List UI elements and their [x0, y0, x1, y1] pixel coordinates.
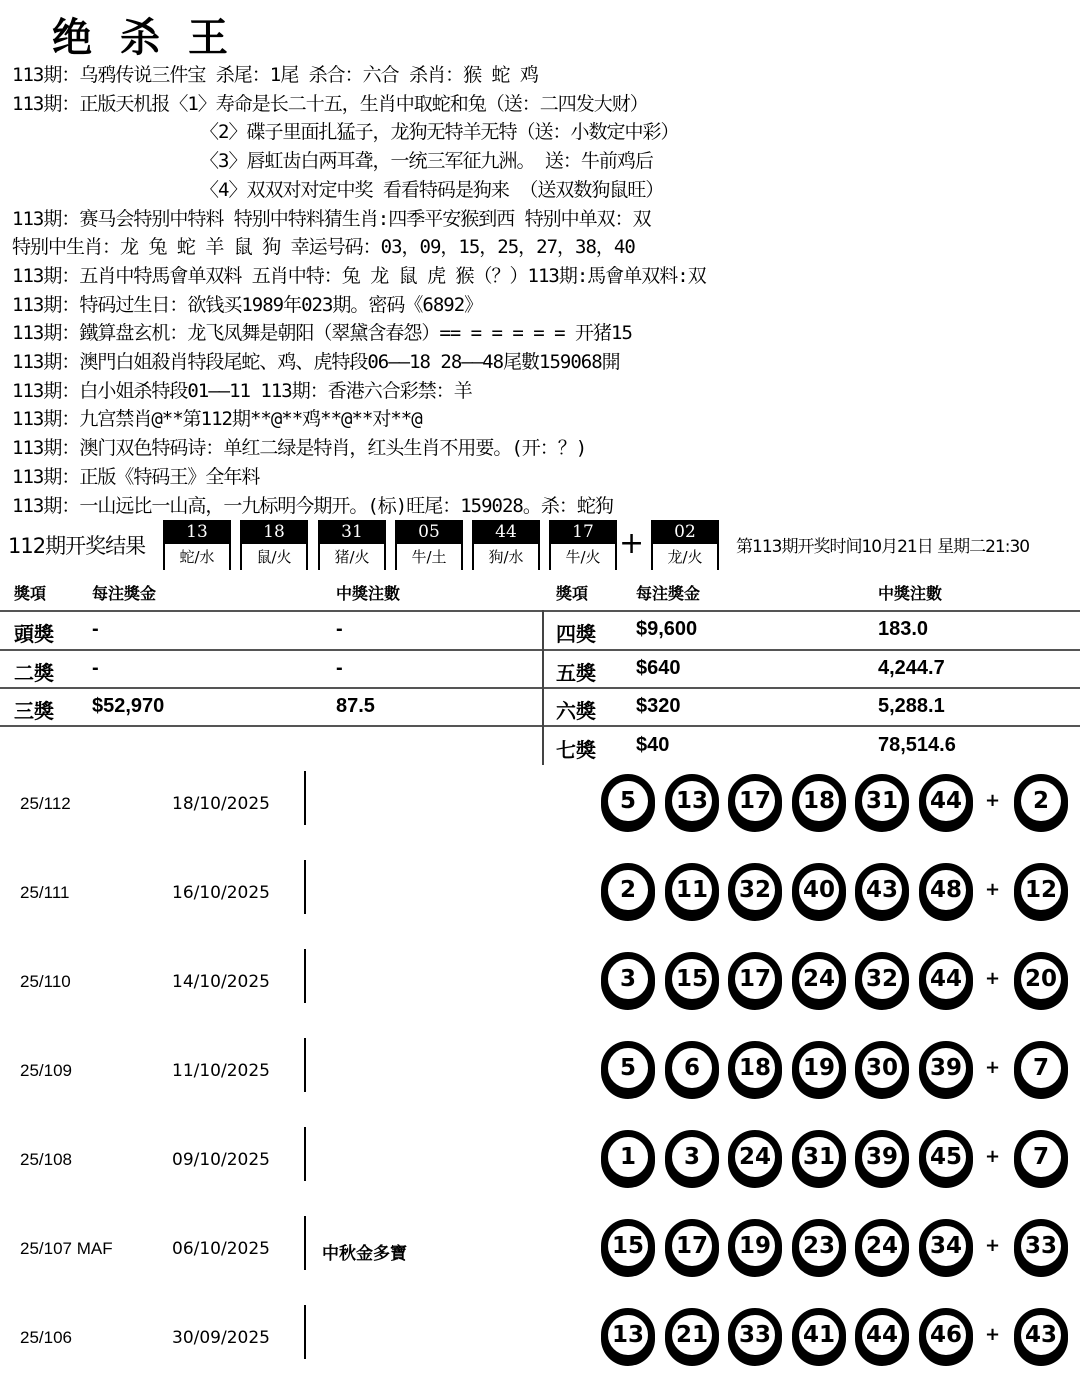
special-number-ball: 20: [1014, 952, 1068, 1006]
text-line: 113期：九宫禁肖@**第112期**@**鸡**@**对**@: [12, 408, 422, 431]
row-divider: [0, 649, 1080, 651]
draw-period: 25/107 MAF: [20, 1239, 113, 1258]
number-ball: 33: [728, 1308, 782, 1362]
plus-sign: +: [985, 1324, 1001, 1345]
table-header: 獎項: [556, 584, 589, 603]
draw-period: 25/110: [20, 972, 71, 991]
table-cell: $9,600: [636, 618, 698, 640]
number-ball: 17: [728, 952, 782, 1006]
special-number-ball: 7: [1014, 1130, 1068, 1184]
result-label: 112期开奖结果: [8, 534, 146, 558]
special-number-ball: 12: [1014, 863, 1068, 917]
plus-sign: +: [985, 790, 1001, 811]
page-title: 绝杀王: [52, 14, 256, 61]
draw-date: 16/10/2025: [172, 883, 270, 903]
number-ball: 19: [728, 1219, 782, 1273]
special-number-ball: 2: [1014, 774, 1068, 828]
draw-period: 25/111: [20, 883, 70, 902]
table-header: 中獎注數: [336, 584, 401, 603]
draw-date: 14/10/2025: [172, 972, 270, 992]
text-line: 113期：鐵算盘玄机：龙飞凤舞是朝阳（翠黛含春怨）== = = = = = 开猪15: [12, 322, 632, 345]
number-ball: 34: [919, 1219, 973, 1273]
number-ball: 24: [792, 952, 846, 1006]
table-cell: 五獎: [556, 663, 596, 685]
table-cell: -: [336, 618, 343, 640]
ball-number: 13: [165, 520, 229, 544]
ball-number: 05: [397, 520, 461, 544]
text-line: 〈2〉碟子里面扎猛子，龙狗无特羊无特（送：小数定中彩）: [200, 121, 679, 144]
table-header: 每注獎金: [636, 584, 701, 603]
draw-period: 25/106: [20, 1328, 72, 1347]
ball-number: 17: [551, 520, 615, 544]
table-header: 獎項: [14, 584, 47, 603]
table-cell: $640: [636, 657, 681, 679]
text-line: 〈4〉双双对对定中奖 看看特码是狗来 （送双数狗鼠旺）: [200, 178, 664, 201]
draw-date: 09/10/2025: [172, 1150, 270, 1170]
text-line: 113期：正版《特码王》全年料: [12, 465, 260, 488]
text-line: 113期：乌鸦传说三件宝 杀尾：1尾 杀合：六合 杀肖：猴 蛇 鸡: [12, 64, 538, 86]
number-ball: 41: [792, 1308, 846, 1362]
text-line: 〈3〉唇虹齿白两耳聋，一统三军征九洲。 送：牛前鸡后: [200, 150, 653, 173]
ball-number: 44: [474, 520, 538, 544]
table-cell: 78,514.6: [878, 734, 956, 756]
number-ball: 1: [601, 1130, 655, 1184]
text-line: 113期：五肖中特馬會单双料 五肖中特：兔 龙 鼠 虎 猴（？）113期:馬會单双料:双: [12, 264, 706, 287]
divider: [304, 1038, 306, 1092]
draw-date: 30/09/2025: [172, 1328, 270, 1348]
number-ball: 5: [601, 774, 655, 828]
table-cell: -: [336, 657, 343, 679]
number-ball: 44: [919, 774, 973, 828]
ball-number: 18: [242, 520, 306, 544]
next-draw-time: 第113期开奖时间10月21日 星期二21:30: [736, 537, 1030, 557]
number-ball: 31: [855, 774, 909, 828]
number-ball: 17: [665, 1219, 719, 1273]
draw-period: 25/112: [20, 794, 71, 813]
table-header: 每注獎金: [92, 584, 157, 603]
special-number-ball: 43: [1014, 1308, 1068, 1362]
number-ball: 3: [601, 952, 655, 1006]
row-divider: [0, 687, 1080, 689]
number-ball: 40: [792, 863, 846, 917]
number-ball: 31: [792, 1130, 846, 1184]
text-line: 113期：正版天机报〈1〉寿命是长二十五，生肖中取蛇和兔（送：二四发大财）: [12, 92, 648, 115]
ball-zodiac: 鼠/火: [256, 548, 292, 566]
number-ball: 32: [855, 952, 909, 1006]
special-ball: [651, 520, 719, 570]
number-ball: 30: [855, 1041, 909, 1095]
ball-zodiac: 龙/火: [667, 548, 703, 566]
draw-row: [0, 1300, 1080, 1389]
number-ball: 11: [665, 863, 719, 917]
plus-sign: +: [985, 968, 1001, 989]
number-ball: 5: [601, 1041, 655, 1095]
text-line: 113期：特码过生日：欲钱买1989年023期。密码《6892》: [12, 293, 483, 316]
number-ball: 24: [728, 1130, 782, 1184]
divider: [304, 1127, 306, 1181]
number-ball: 44: [855, 1308, 909, 1362]
draw-date: 11/10/2025: [172, 1061, 270, 1081]
table-header: 中獎注數: [878, 584, 943, 603]
column-divider: [542, 610, 544, 765]
text-line: 113期：澳门双色特码诗：单红二绿是特肖，红头生肖不用要。(开：？): [12, 437, 587, 460]
draw-date: 18/10/2025: [172, 794, 270, 814]
table-cell: 六獎: [556, 701, 596, 723]
number-ball: 6: [665, 1041, 719, 1095]
draw-date: 06/10/2025: [172, 1239, 270, 1259]
ball-zodiac: 猪/火: [334, 548, 370, 566]
text-line: 113期：澳門白姐殺肖特段尾蛇、鸡、虎特段06——18 28——48尾數159068開: [12, 351, 620, 373]
table-cell: 4,244.7: [878, 657, 945, 679]
number-ball: 21: [665, 1308, 719, 1362]
result-ball: [318, 520, 386, 570]
text-line: 特别中生肖：龙 兔 蛇 羊 鼠 狗 幸运号码：03，09，15，25，27，38，40: [12, 236, 635, 259]
number-ball: 48: [919, 863, 973, 917]
text-line: 113期：一山远比一山高，一九标明今期开。(标)旺尾：159028。杀：蛇狗: [12, 494, 613, 517]
number-ball: 2: [601, 863, 655, 917]
special-number-ball: 33: [1014, 1219, 1068, 1273]
draw-row: [0, 855, 1080, 944]
table-cell: $52,970: [92, 695, 165, 717]
result-ball: [549, 520, 617, 570]
number-ball: 24: [855, 1219, 909, 1273]
draw-row: [0, 1211, 1080, 1300]
ball-zodiac: 狗/水: [488, 548, 524, 566]
ball-zodiac: 蛇/水: [179, 548, 215, 566]
table-cell: 頭獎: [14, 624, 54, 646]
divider: [304, 860, 306, 914]
number-ball: 45: [919, 1130, 973, 1184]
ball-zodiac: 牛/火: [565, 548, 601, 566]
plus-sign: +: [985, 1235, 1001, 1256]
draw-row: [0, 766, 1080, 855]
table-cell: -: [92, 618, 99, 640]
number-ball: 44: [919, 952, 973, 1006]
draw-row: [0, 1122, 1080, 1211]
number-ball: 43: [855, 863, 909, 917]
draw-row: [0, 1033, 1080, 1122]
draw-row: [0, 944, 1080, 1033]
number-ball: 32: [728, 863, 782, 917]
table-cell: 三獎: [14, 701, 54, 723]
number-ball: 39: [919, 1041, 973, 1095]
number-ball: 15: [665, 952, 719, 1006]
number-ball: 15: [601, 1219, 655, 1273]
number-ball: 46: [919, 1308, 973, 1362]
plus-sign: +: [985, 1146, 1001, 1167]
number-ball: 13: [665, 774, 719, 828]
row-divider: [0, 725, 1080, 727]
plus-sign: +: [619, 526, 645, 561]
result-ball: [395, 520, 463, 570]
ball-number: 31: [320, 520, 384, 544]
result-ball: [240, 520, 308, 570]
table-cell: -: [92, 657, 99, 679]
table-cell: 87.5: [336, 695, 375, 717]
text-line: 113期：赛马会特别中特料 特别中特料猜生肖:四季平安猴到西 特别中单双：双: [12, 207, 651, 230]
draw-period: 25/108: [20, 1150, 72, 1169]
special-number-ball: 7: [1014, 1041, 1068, 1095]
number-ball: 39: [855, 1130, 909, 1184]
draw-note: 中秋金多寶: [322, 1244, 407, 1264]
number-ball: 18: [792, 774, 846, 828]
divider: [304, 771, 306, 825]
number-ball: 17: [728, 774, 782, 828]
text-line: 113期：白小姐杀特段01——11 113期：香港六合彩禁：羊: [12, 379, 472, 402]
number-ball: 19: [792, 1041, 846, 1095]
plus-sign: +: [985, 1057, 1001, 1078]
result-ball: [163, 520, 231, 570]
number-ball: 18: [728, 1041, 782, 1095]
number-ball: 23: [792, 1219, 846, 1273]
table-cell: 七獎: [556, 740, 596, 762]
row-divider: [0, 610, 1080, 612]
table-cell: $40: [636, 734, 670, 756]
number-ball: 3: [665, 1130, 719, 1184]
table-cell: $320: [636, 695, 681, 717]
ball-number: 02: [653, 520, 717, 544]
divider: [304, 1216, 306, 1270]
table-cell: 183.0: [878, 618, 929, 640]
draw-period: 25/109: [20, 1061, 72, 1080]
result-ball: [472, 520, 540, 570]
number-ball: 13: [601, 1308, 655, 1362]
divider: [304, 1305, 306, 1359]
table-cell: 四獎: [556, 624, 596, 646]
table-cell: 二獎: [14, 663, 54, 685]
divider: [304, 949, 306, 1003]
ball-zodiac: 牛/土: [411, 548, 447, 566]
plus-sign: +: [985, 879, 1001, 900]
table-cell: 5,288.1: [878, 695, 945, 717]
